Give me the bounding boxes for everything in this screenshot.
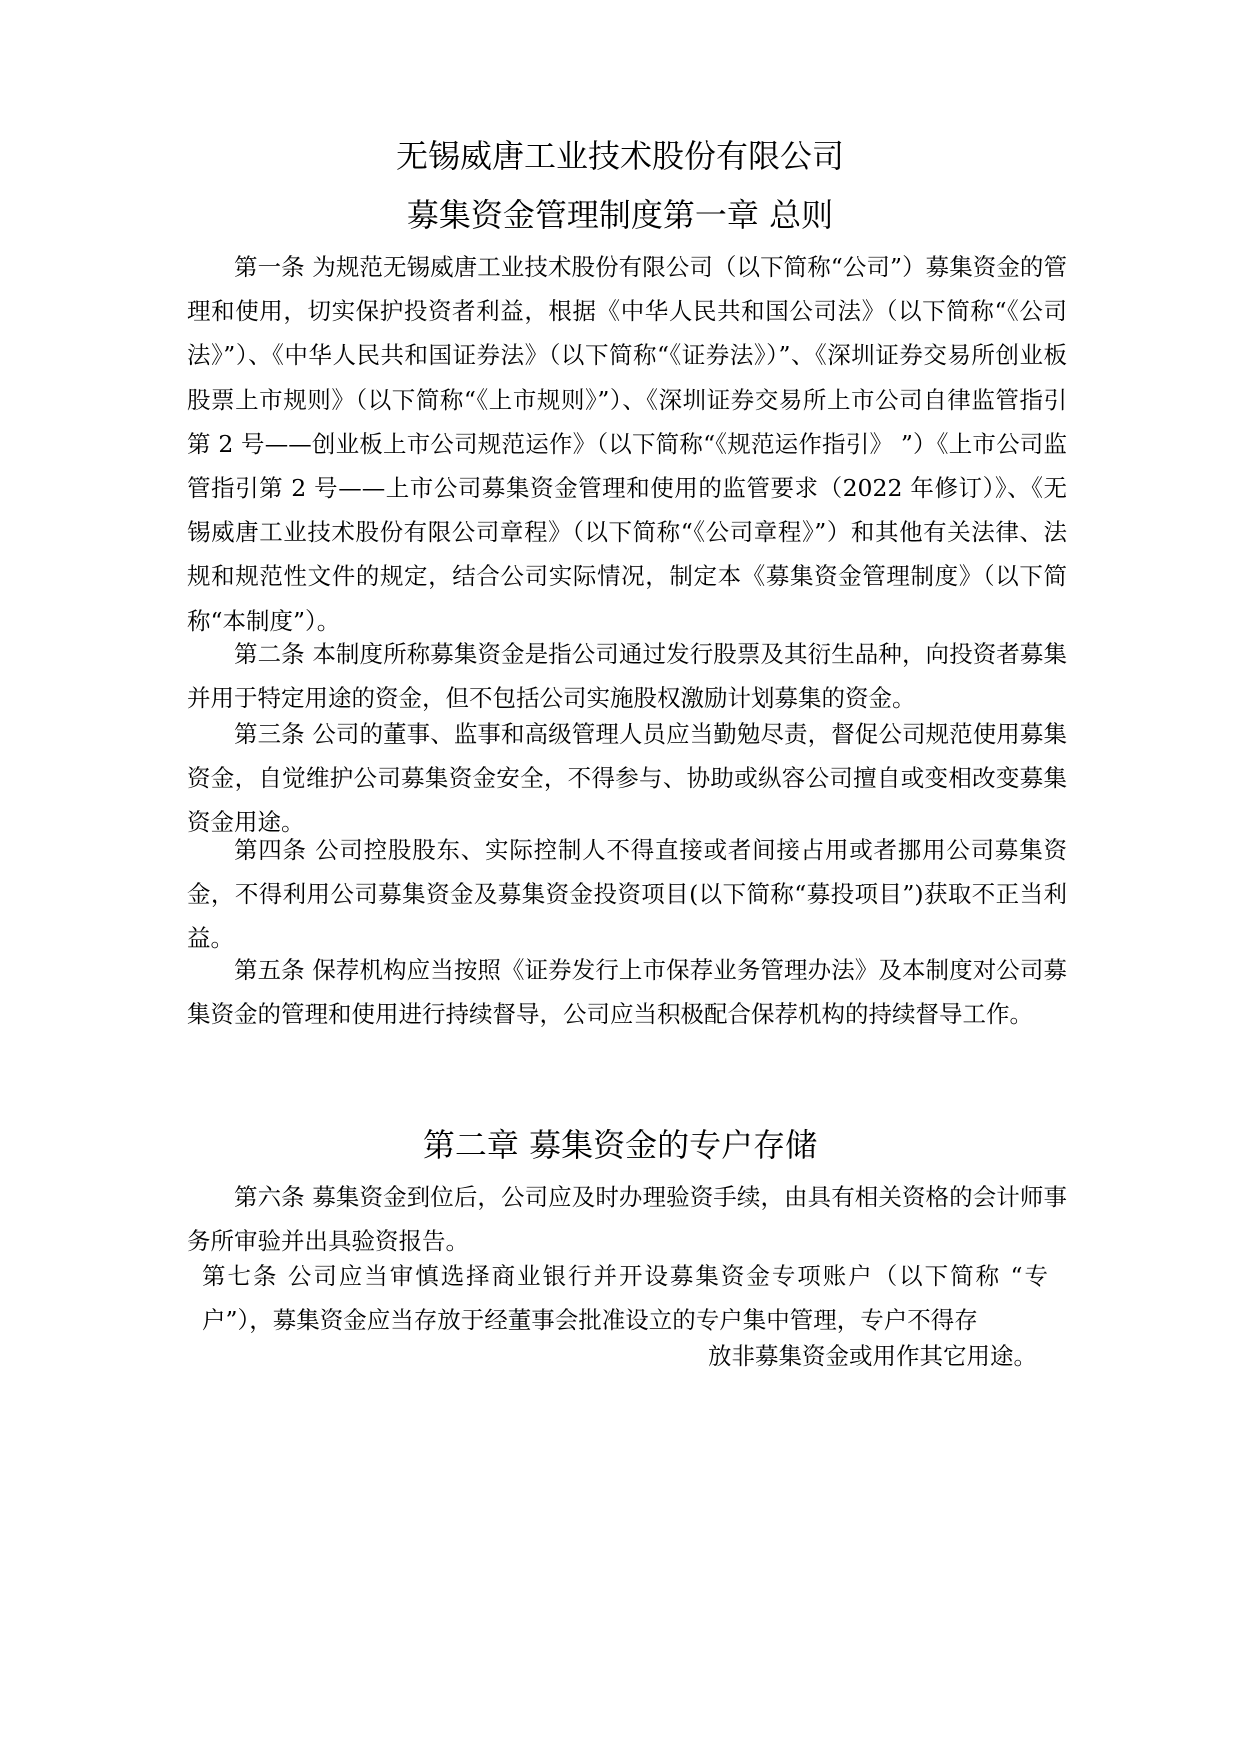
company-title: 无锡威唐工业技术股份有限公司 [395, 137, 844, 175]
article-1: 第一条 为规范无锡威唐工业技术股份有限公司（以下简称“公司”）募集资金的管理和使用，切实保护投资者利益，根据《中华人民共和国公司法》（以下简称“《公司法》”）、《中华人民共和国证券法》（以下简称“《证券法》）”、《深圳证券交易所创业板股票上市规则》（以下简称“《上市规则》”）、《深圳证券交易所上市公司自律监管指引第 2 号——创业板上市公司规范运作》（以下简称“《规范运作指引》 ”）《上市公司监管指引第 2 号——上市公司募集资金管理和使用的监管要求（2022 年修订）》、《无锡威唐工业技术股份有限公司章程》（以下简称“《公司章程》”）和其他有关法律、法规和规范性文件的规定，结合公司实际情况，制定本《募集资金管理制度》（以下简称“本制度”）。 [187, 253, 1067, 635]
article-7-continuation: 放非募集资金或用作其它用途。 [708, 1342, 1037, 1370]
article-2: 第二条 本制度所称募集资金是指公司通过发行股票及其衍生品种，向投资者募集并用于特定用途的资金，但不包括公司实施股权激励计划募集的资金。 [187, 640, 1067, 713]
document-title: 募集资金管理制度第一章 总则 [406, 196, 834, 234]
article-5: 第五条 保荐机构应当按照《证券发行上市保荐业务管理办法》及本制度对公司募集资金的管理和使用进行持续督导，公司应当积极配合保荐机构的持续督导工作。 [187, 956, 1067, 1029]
article-4: 第四条 公司控股股东、实际控制人不得直接或者间接占用或者挪用公司募集资金，不得利用公司募集资金及募集资金投资项目(以下简称“募投项目”)获取不正当利益。 [187, 836, 1067, 953]
article-6: 第六条 募集资金到位后，公司应及时办理验资手续，由具有相关资格的会计师事务所审验并出具验资报告。 [187, 1183, 1067, 1256]
chapter-2-title: 第二章 募集资金的专户存储 [422, 1126, 818, 1164]
article-3: 第三条 公司的董事、监事和高级管理人员应当勤勉尽责，督促公司规范使用募集资金，自觉维护公司募集资金安全，不得参与、协助或纵容公司擅自或变相改变募集资金用途。 [187, 720, 1067, 837]
article-7: 第七条 公司应当审慎选择商业银行并开设募集资金专项账户（以下简称 “专户”），募集资金应当存放于经董事会批准设立的专户集中管理，专户不得存 [202, 1262, 1048, 1335]
